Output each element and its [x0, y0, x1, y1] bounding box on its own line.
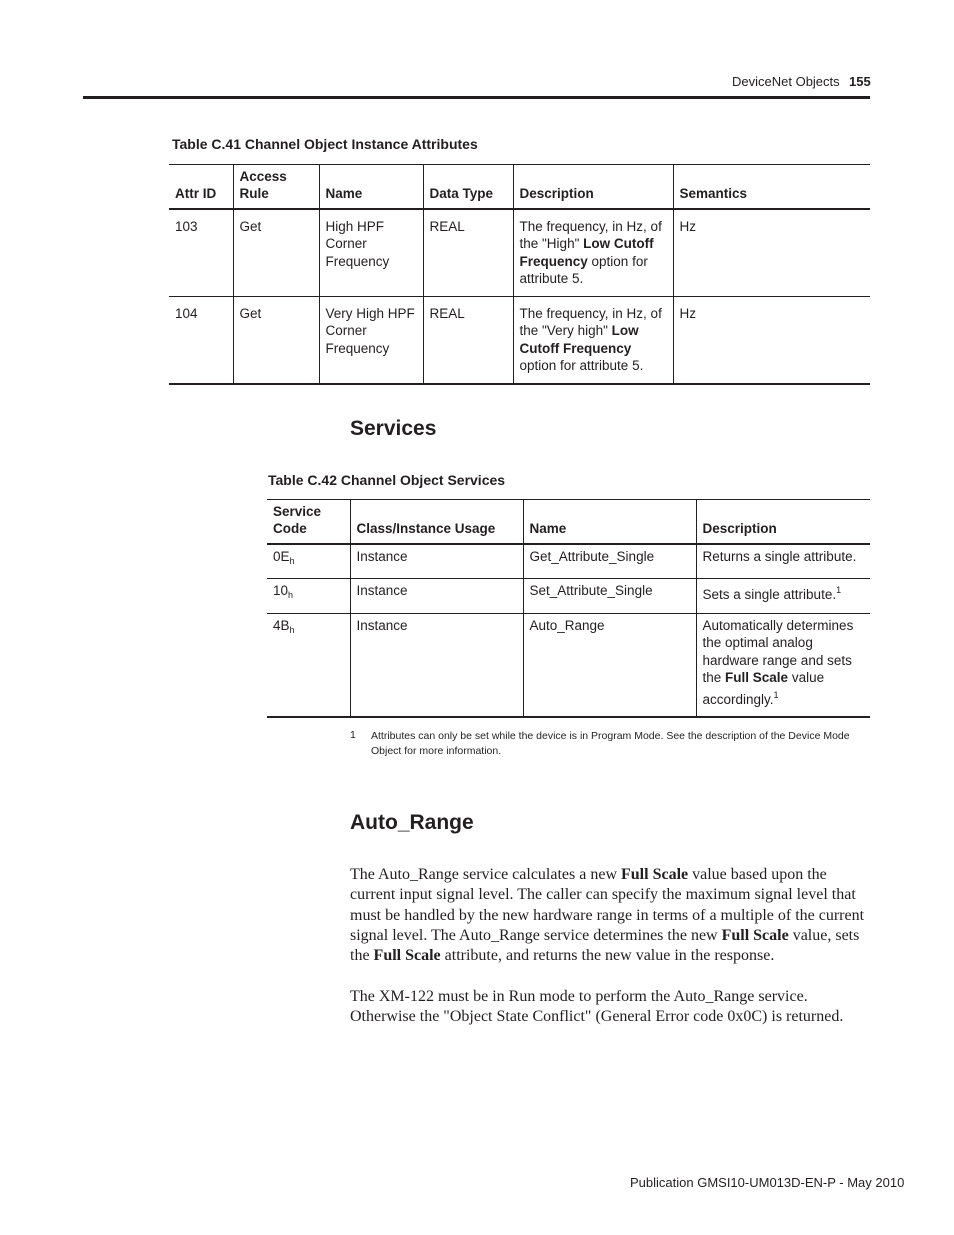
run-mode-paragraph: The XM-122 must be in Run mode to perform the Auto_Range service. Otherwise the "Object State Conflict" (General Error code 0x0C) is returned. — [350, 988, 844, 1026]
publication-footer: Publication GMSI10-UM013D-EN-P - May 2010 — [630, 1175, 905, 1190]
paragraph-text: value based upon the current input signal level. The caller can specify the maximum signal level that must be handled by the new hardware range in terms of a multiple of the current signal level. The Auto_Range service determines the new — [350, 866, 865, 944]
table-c41 — [169, 164, 870, 385]
cell-description — [696, 613, 870, 717]
table-row — [169, 296, 870, 384]
column-header-semantics: Semantics — [673, 165, 870, 209]
description-bold-text: Low Cutoff Frequency — [519, 236, 654, 269]
table-c42-caption: Table C.42 Channel Object Services — [268, 472, 506, 488]
service-code: 4B — [273, 617, 290, 633]
table-row — [267, 613, 870, 717]
description-text: The frequency, in Hz, of the "Very high" — [519, 305, 662, 338]
table-c41-caption: Table C.41 Channel Object Instance Attributes — [172, 136, 478, 152]
description-text: value accordingly. — [702, 670, 825, 707]
cell-data-type: REAL — [423, 296, 513, 384]
column-header-name: Name — [319, 165, 423, 209]
column-header-name: Name — [523, 500, 696, 544]
header-rule — [83, 96, 870, 99]
description-text: The frequency, in Hz, of the "High" — [519, 218, 662, 251]
cell-access-rule: Get — [233, 296, 319, 384]
paragraph-text: value, sets the — [350, 926, 860, 965]
cell-semantics: Hz — [673, 296, 870, 384]
cell-service-code — [267, 613, 350, 717]
cell-attr-id: 103 — [169, 209, 233, 297]
column-header-usage: Class/Instance Usage — [350, 500, 523, 544]
table-row — [169, 209, 870, 297]
description-text: Automatically determines the optimal analog hardware range and sets the — [702, 617, 854, 685]
hex-suffix: h — [288, 590, 294, 600]
table-header-row — [169, 165, 870, 209]
cell-service-code — [267, 579, 350, 614]
cell-description — [513, 296, 673, 384]
cell-name: Very High HPF Corner Frequency — [319, 296, 423, 384]
table-row — [267, 544, 870, 579]
auto-range-description-paragraph — [350, 865, 872, 966]
description-bold-text: Low Cutoff Frequency — [519, 323, 639, 356]
table-row — [267, 579, 870, 614]
cell-description: Returns a single attribute. — [696, 544, 870, 579]
page-number: 155 — [849, 74, 871, 89]
paragraph-bold-text: Full Scale — [373, 947, 441, 965]
column-header-description: Description — [513, 165, 673, 209]
cell-description — [696, 579, 870, 614]
paragraph-text: The Auto_Range service calculates a new — [350, 866, 621, 883]
services-heading: Services — [350, 417, 437, 440]
cell-usage: Instance — [350, 579, 523, 614]
cell-description — [513, 209, 673, 297]
cell-semantics: Hz — [673, 209, 870, 297]
footnote-ref: 1 — [773, 689, 779, 700]
paragraph-bold-text: Full Scale — [621, 866, 689, 883]
column-header-service-code: Service Code — [267, 500, 350, 544]
footnote-number: 1 — [350, 729, 356, 741]
cell-name: High HPF Corner Frequency — [319, 209, 423, 297]
footnote-text: Attributes can only be set while the device is in Program Mode. See the description of the Device Mode Object for more information. — [371, 730, 850, 757]
cell-usage: Instance — [350, 613, 523, 717]
cell-attr-id: 104 — [169, 296, 233, 384]
running-header-section: DeviceNet Objects — [732, 74, 840, 89]
cell-data-type: REAL — [423, 209, 513, 297]
column-header-data-type: Data Type — [423, 165, 513, 209]
cell-service-code — [267, 544, 350, 579]
column-header-attr-id: Attr ID — [169, 165, 233, 209]
cell-access-rule: Get — [233, 209, 319, 297]
paragraph-bold-text: Full Scale — [721, 926, 789, 944]
column-header-description: Description — [696, 500, 870, 544]
column-header-access-rule: Access Rule — [233, 165, 319, 209]
auto-range-heading: Auto_Range — [350, 811, 474, 834]
table-c42 — [267, 499, 870, 718]
footnote-ref: 1 — [836, 585, 842, 595]
service-code: 0E — [273, 548, 290, 564]
cell-name: Get_Attribute_Single — [523, 544, 696, 579]
cell-usage: Instance — [350, 544, 523, 579]
cell-name: Auto_Range — [523, 613, 696, 717]
service-code: 10 — [273, 583, 289, 598]
cell-name: Set_Attribute_Single — [523, 579, 696, 614]
description-text: option for attribute 5. — [519, 253, 648, 286]
description-text: Sets a single attribute. — [702, 587, 837, 602]
description-bold-text: Full Scale — [725, 670, 789, 685]
description-text: option for attribute 5. — [519, 358, 644, 373]
hex-suffix: h — [289, 555, 295, 566]
table-header-row — [267, 500, 870, 544]
hex-suffix: h — [289, 624, 295, 635]
paragraph-text: attribute, and returns the new value in the response. — [440, 947, 775, 965]
